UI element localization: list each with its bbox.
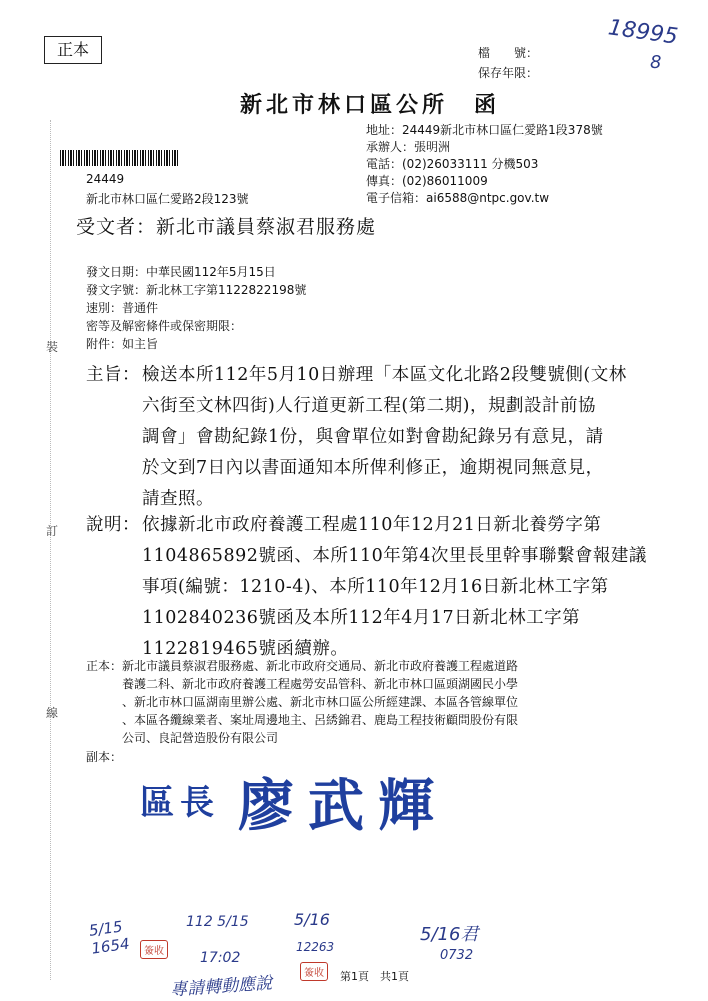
handwritten-right-number: 0732 (440, 948, 474, 963)
explanation-line: 1122819465號函續辦。 (142, 639, 349, 659)
distribution-original-list (122, 657, 612, 747)
sender-email: 電子信箱：ai6588@ntpc.gov.tw (366, 191, 550, 205)
subject-label: 主旨： (86, 365, 140, 385)
document-number: 發文字號：新北林工字第1122822198號 (86, 283, 307, 297)
handwritten-center-number: 12263 (296, 940, 335, 954)
side-mark-staple: 訂 (46, 524, 59, 538)
subject-line: 調會」會勘紀錄1份，與會單位如對會勘紀錄另有意見，請 (142, 427, 604, 447)
page-number: 第1頁 共1頁 (340, 970, 409, 983)
handwritten-mid-date: 112 5/15 (186, 914, 249, 930)
distribution-line: 養護二科、新北市政府養護工程處勞安品管科、新北市林口區頭湖國民小學 (122, 677, 519, 691)
binding-line (50, 120, 51, 980)
recipient-postal-code: 24449 (86, 172, 125, 186)
original-label: 正本 (44, 36, 102, 64)
handwritten-mid-time: 17:02 (200, 950, 241, 966)
sender-phone: 電話：(02)26033111 分機503 (366, 157, 539, 171)
distribution-line: 新北市議員蔡淑君服務處、新北市政府交通局、新北市政府養護工程處道路 (122, 659, 519, 673)
sender-address: 地址：24449新北市林口區仁愛路1段378號 (366, 123, 603, 137)
subject-line: 於文到7日內以書面通知本所俾利修正，逾期視同無意見， (142, 458, 604, 478)
archive-no-label: 檔 號： (478, 46, 539, 60)
subject-line: 檢送本所112年5月10日辦理「本區文化北路2段雙號側(文林 (142, 365, 627, 385)
sender-info-block (366, 122, 603, 207)
explanation-label: 說明： (86, 515, 140, 535)
side-mark-bind: 裝 (46, 340, 59, 354)
distribution-copy-label: 副本： (86, 750, 123, 764)
distribution-line: 、新北市林口區湖南里辦公處、新北市林口區公所經建課、本區各管線單位 (122, 695, 519, 709)
recipient: 受文者：新北市議員蔡淑君服務處 (76, 216, 377, 238)
document-meta (86, 263, 306, 353)
retention-label: 保存年限： (478, 66, 539, 80)
subject-body (142, 360, 682, 515)
distribution-original-label: 正本： (86, 659, 123, 673)
handwritten-doc-number: 18995 (606, 15, 680, 50)
explanation-line: 1102840236號函及本所112年4月17日新北林工字第 (142, 608, 581, 628)
handwritten-left-date: 5/15 1654 (87, 917, 131, 958)
distribution-line: 公司、良記營造股份有限公司 (122, 731, 279, 745)
explanation-line: 事項(編號：1210-4)、本所110年12月16日新北林工字第 (142, 577, 609, 597)
handwritten-center-date: 5/16 (294, 910, 330, 929)
handwritten-bottom-script: 專請轉動應說 (169, 973, 273, 1001)
explanation-line: 1104865892號函、本所110年第4次里長里幹事聯繫會報建議 (142, 546, 647, 566)
handwritten-doc-sub: 8 (650, 52, 662, 73)
explanation-line: 依據新北市政府養護工程處110年12月21日新北養勞字第 (142, 515, 602, 535)
letter-title: 新北市林口區公所 函 (240, 92, 501, 118)
side-mark-line: 線 (46, 706, 59, 720)
sender-handler: 承辦人：張明洲 (366, 140, 451, 154)
distribution-line: 、本區各纜線業者、案址周邊地主、呂綉錦君、鹿島工程技術顧問股份有限 (122, 713, 519, 727)
handwritten-right-date: 5/16君 (420, 924, 479, 945)
subject-line: 請查照。 (142, 489, 214, 509)
delivery-speed: 速別：普通件 (86, 301, 159, 315)
attachment: 附件：如主旨 (86, 337, 159, 351)
explanation-body (142, 510, 682, 665)
issue-date: 發文日期：中華民國112年5月15日 (86, 265, 276, 279)
sender-fax: 傳真：(02)86011009 (366, 174, 488, 188)
recipient-address: 新北市林口區仁愛路2段123號 (86, 192, 249, 206)
signature-title: 區長 (140, 783, 220, 823)
receipt-stamp-left: 簽收 (140, 940, 168, 959)
receipt-stamp-right: 簽收 (300, 962, 328, 981)
secrecy-level: 密等及解密條件或保密期限： (86, 319, 243, 333)
postal-barcode (60, 150, 180, 166)
subject-line: 六街至文林四街)人行道更新工程(第二期)，規劃設計前協 (142, 396, 596, 416)
signature-name: 廖武輝 (238, 773, 448, 839)
